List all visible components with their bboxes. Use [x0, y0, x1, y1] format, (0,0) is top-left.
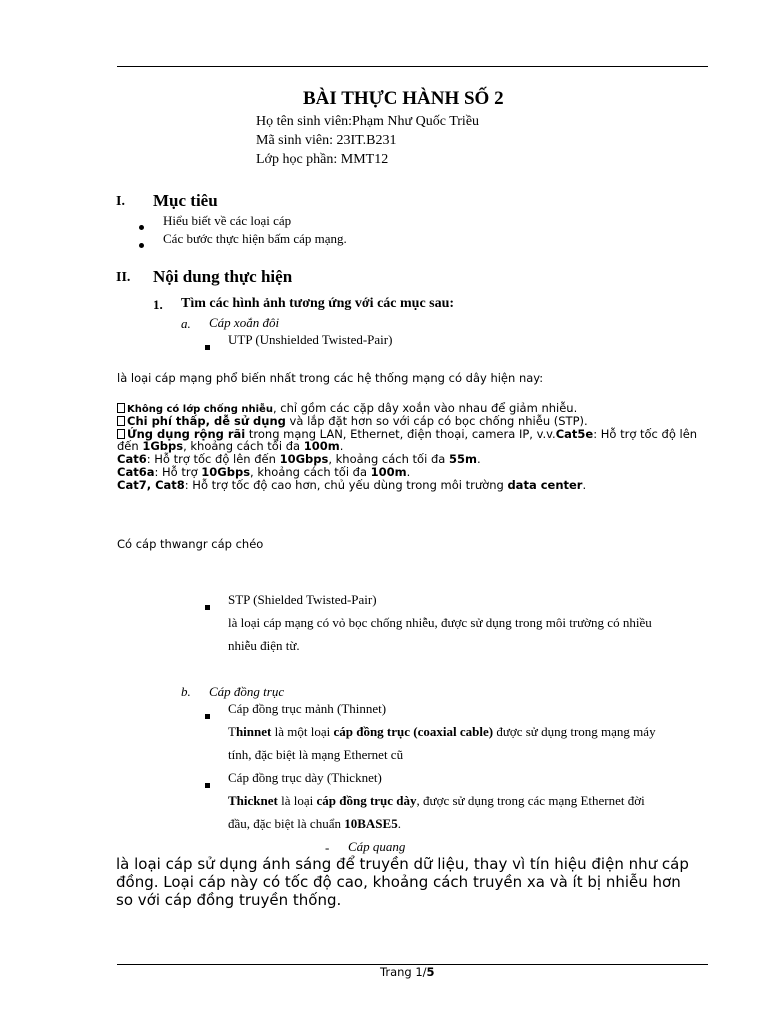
cat5e-line: đến 1Gbps, khoảng cách tối đa 100m.: [117, 439, 344, 453]
student-id: Mã sinh viên: 23IT.B231: [256, 133, 397, 148]
checkbox-glyph-icon: [117, 416, 125, 426]
section2-title: Nội dung thực hiện: [153, 267, 293, 286]
square-bullet-icon: [205, 597, 210, 615]
thicknet-desc-1: Thicknet là loại cáp đồng trục dày, được sử dụng trong các mạng Ethernet đời: [228, 793, 645, 808]
bullet-icon: [139, 235, 144, 253]
thinnet-desc-1: Thinnet là một loại cáp đồng trục (coaxial cable) được sử dụng trong mạng máy: [228, 724, 656, 739]
cat6a-line: Cat6a: Hỗ trợ 10Gbps, khoảng cách tối đa 100m.: [117, 465, 411, 479]
cross-cable-note: Có cáp thwangr cáp chéo: [117, 537, 264, 551]
section1-title: Mục tiêu: [153, 191, 218, 210]
section1-number: I.: [116, 194, 125, 209]
header-rule: [117, 66, 708, 67]
checkbox-glyph-icon: [117, 403, 125, 413]
square-bullet-icon: [205, 337, 210, 355]
utp-intro: là loại cáp mạng phổ biến nhất trong các hệ thống mạng có dây hiện nay:: [117, 371, 544, 385]
sub-a-title: Cáp xoắn đôi: [209, 315, 280, 330]
sub-b-title: Cáp đồng trục: [209, 684, 285, 699]
fiber-desc-2: đồng. Loại cáp này có tốc độ cao, khoảng cách truyền xa và ít bị nhiễu hơn: [116, 873, 681, 891]
page-title: BÀI THỰC HÀNH SỐ 2: [303, 88, 504, 109]
bullet-icon: [139, 217, 144, 235]
stp-desc-1: là loại cáp mạng có vỏ bọc chống nhiễu, được sử dụng trong môi trường có nhiều: [228, 615, 652, 630]
thinnet-desc-2: tính, đặc biệt là mạng Ethernet cũ: [228, 747, 404, 762]
objective-item: Các bước thực hiện bấm cáp mạng.: [163, 231, 347, 246]
checkbox-glyph-icon: [117, 429, 125, 439]
utp-feature-1: Không có lớp chống nhiễu, chỉ gồm các cặp dây xoắn vào nhau để giảm nhiễu.: [117, 401, 577, 415]
utp-label: UTP (Unshielded Twisted-Pair): [228, 332, 393, 347]
section2-number: II.: [116, 270, 131, 285]
task-title: Tìm các hình ảnh tương ứng với các mục sau:: [181, 296, 455, 311]
objective-item: Hiểu biết về các loại cáp: [163, 213, 292, 228]
student-name: Họ tên sinh viên:Phạm Như Quốc Triều: [256, 114, 480, 129]
fiber-desc-3: so với cáp đồng truyền thống.: [116, 891, 342, 909]
page-number: Trang 1/5: [380, 965, 435, 979]
sub-b-label: b.: [181, 684, 191, 699]
fiber-desc-1: là loại cáp sử dụng ánh sáng để truyền dữ liệu, thay vì tín hiệu điện như cáp: [116, 855, 689, 873]
utp-feature-2: Chi phí thấp, dễ sử dụng và lắp đặt hơn so với cáp có bọc chống nhiễu (STP).: [117, 414, 588, 428]
stp-desc-2: nhiễu điện từ.: [228, 638, 300, 653]
class-code: Lớp học phần: MMT12: [256, 152, 389, 167]
thicknet-desc-2: đầu, đặc biệt là chuẩn 10BASE5.: [228, 816, 401, 831]
thinnet-label: Cáp đồng trục mảnh (Thinnet): [228, 701, 387, 716]
square-bullet-icon: [205, 775, 210, 793]
square-bullet-icon: [205, 706, 210, 724]
fiber-dash: -: [325, 840, 330, 855]
sub-a-label: a.: [181, 316, 191, 331]
cat7-line: Cat7, Cat8: Hỗ trợ tốc độ cao hơn, chủ yếu dùng trong môi trường data center.: [117, 478, 587, 492]
utp-feature-3: Ứng dụng rộng rãi trong mạng LAN, Ethernet, điện thoại, camera IP, v.v.Cat5e: Hỗ trợ tốc độ lên: [117, 427, 697, 441]
thicknet-label: Cáp đồng trục dày (Thicknet): [228, 770, 382, 785]
task-number: 1.: [153, 297, 163, 312]
stp-label: STP (Shielded Twisted-Pair): [228, 592, 377, 607]
cat6-line: Cat6: Hỗ trợ tốc độ lên đến 10Gbps, khoảng cách tối đa 55m.: [117, 452, 481, 466]
fiber-title: Cáp quang: [348, 839, 406, 854]
